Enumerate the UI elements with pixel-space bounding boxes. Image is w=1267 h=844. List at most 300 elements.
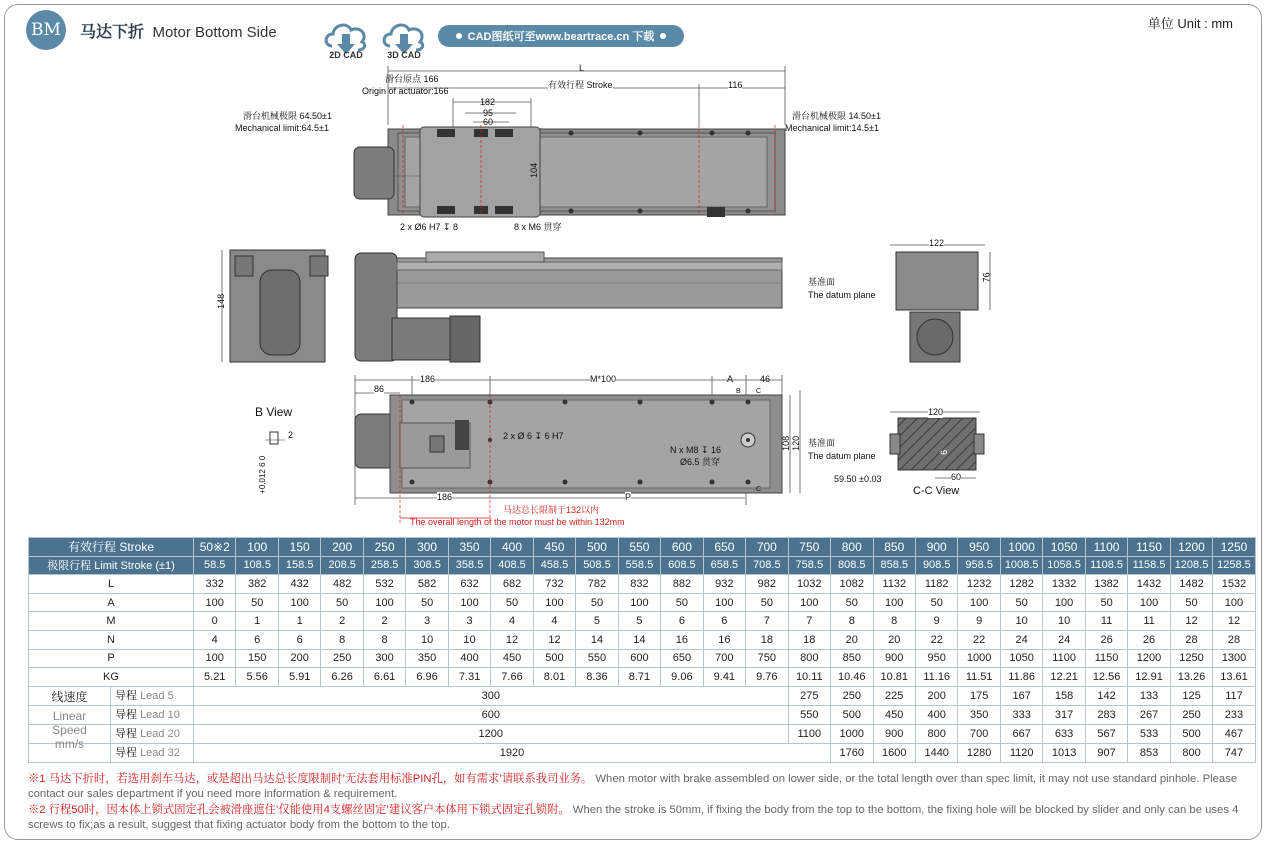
table-cell: 8 xyxy=(873,612,915,631)
stroke-row xyxy=(29,538,1256,557)
limit-cell: 308.5 xyxy=(406,556,448,575)
section-C-top: C xyxy=(756,388,762,395)
table-cell: 50 xyxy=(831,593,873,612)
table-cell: 1300 xyxy=(1213,649,1255,668)
table-cell: 16 xyxy=(703,630,745,649)
table-cell: 1200 xyxy=(1128,649,1170,668)
table-cell: 950 xyxy=(915,649,957,668)
stroke-cell: 700 xyxy=(746,538,788,557)
table-cell: 10 xyxy=(1000,612,1042,631)
table-cell: 5.91 xyxy=(278,668,320,687)
table-cell: 13.26 xyxy=(1170,668,1212,687)
dim-122: 122 xyxy=(929,238,945,248)
table-cell: 2 xyxy=(363,612,405,631)
table-cell: 582 xyxy=(406,575,448,594)
speed-cell: 250 xyxy=(831,686,873,705)
table-cell: 10 xyxy=(448,630,490,649)
stroke-cell: 300 xyxy=(406,538,448,557)
limit-cell: 1258.5 xyxy=(1213,556,1255,575)
table-cell: 6 xyxy=(703,612,745,631)
table-cell: 10 xyxy=(406,630,448,649)
stroke-cell: 1000 xyxy=(1000,538,1042,557)
pin-spec: 2 x Ø 6 ↧ 6 H7 xyxy=(503,431,564,441)
stroke-cell: 600 xyxy=(661,538,703,557)
lead-cn: 导程 xyxy=(115,727,137,740)
table-cell: 850 xyxy=(831,649,873,668)
stroke-cell: 900 xyxy=(915,538,957,557)
table-cell: 632 xyxy=(448,575,490,594)
speed-en-1: Linear xyxy=(52,708,87,723)
stroke-label: 有效行程 Stroke xyxy=(29,538,194,557)
limit-cell: 58.5 xyxy=(194,556,236,575)
table-cell: 900 xyxy=(873,649,915,668)
row-label: N xyxy=(29,630,194,649)
speed-cell: 1100 xyxy=(788,724,830,743)
table-cell: 0 xyxy=(194,612,236,631)
limit-cell: 858.5 xyxy=(873,556,915,575)
spec-table xyxy=(28,537,1256,763)
cad-download-text[interactable]: CAD图纸可至www.beartrace.cn 下载 xyxy=(467,31,655,43)
table-cell: 100 xyxy=(194,593,236,612)
table-cell: 482 xyxy=(321,575,363,594)
cc-view-label: C-C View xyxy=(913,485,960,497)
lead-value: Lead 5 xyxy=(140,689,174,702)
speed-cell: 158 xyxy=(1043,686,1085,705)
table-cell: 6.61 xyxy=(363,668,405,687)
speed-cell: 233 xyxy=(1213,705,1255,724)
table-cell: 1232 xyxy=(958,575,1000,594)
dim-120-v: 120 xyxy=(791,435,802,451)
speed-cell: 125 xyxy=(1170,686,1212,705)
limit-cell: 158.5 xyxy=(278,556,320,575)
table-cell: 100 xyxy=(194,649,236,668)
speed-merged: 300 xyxy=(194,686,789,705)
dim-76: 76 xyxy=(981,272,992,283)
table-cell: 1132 xyxy=(873,575,915,594)
table-cell: 1050 xyxy=(1000,649,1042,668)
table-cell: 700 xyxy=(703,649,745,668)
title-cn: 马达下折 xyxy=(80,24,145,41)
table-cell: 10 xyxy=(1043,612,1085,631)
table-cell: 10.11 xyxy=(788,668,830,687)
speed-cell: 275 xyxy=(788,686,830,705)
table-cell: 100 xyxy=(958,593,1000,612)
stroke-cell: 650 xyxy=(703,538,745,557)
cc-dim-6: 6 xyxy=(939,449,950,455)
stroke-cell: 750 xyxy=(788,538,830,557)
datum-cn: 基准面 xyxy=(808,277,836,287)
table-cell: 1 xyxy=(278,612,320,631)
m8-spec: N x M8 ↧ 16 xyxy=(670,445,722,455)
speed-cell: 800 xyxy=(915,724,957,743)
table-cell: 6 xyxy=(278,630,320,649)
stroke-cell: 350 xyxy=(448,538,490,557)
table-cell: 50 xyxy=(1000,593,1042,612)
table-cell: 100 xyxy=(533,593,575,612)
table-cell: 50 xyxy=(236,593,278,612)
dim-104: 104 xyxy=(529,162,540,178)
table-cell: 7 xyxy=(788,612,830,631)
limit-cell: 1108.5 xyxy=(1085,556,1127,575)
limit-cell: 108.5 xyxy=(236,556,278,575)
limit-cell: 258.5 xyxy=(363,556,405,575)
table-cell: 7 xyxy=(746,612,788,631)
mech-right-en: Mechanical limit:14.5±1 xyxy=(785,123,879,133)
dim-186-bottom: 186 xyxy=(437,492,453,502)
mech-right-cn: 滑台机械极限 14.50±1 xyxy=(792,111,881,121)
table-cell: 6 xyxy=(236,630,278,649)
mech-left-en: Mechanical limit:64.5±1 xyxy=(235,123,329,133)
table-cell: 20 xyxy=(873,630,915,649)
table-cell: 14 xyxy=(576,630,618,649)
limit-cell: 558.5 xyxy=(618,556,660,575)
table-cell: 100 xyxy=(278,593,320,612)
table-cell: 332 xyxy=(194,575,236,594)
table-cell: 12 xyxy=(1170,612,1212,631)
table-cell: 9 xyxy=(958,612,1000,631)
speed-merged: 1200 xyxy=(194,724,789,743)
limit-row xyxy=(29,556,1256,575)
limit-cell: 1058.5 xyxy=(1043,556,1085,575)
speed-merged: 1920 xyxy=(194,743,831,762)
table-cell: 100 xyxy=(703,593,745,612)
table-cell: 1150 xyxy=(1085,649,1127,668)
speed-cell: 1600 xyxy=(873,743,915,762)
table-cell: 100 xyxy=(363,593,405,612)
table-cell: 350 xyxy=(406,649,448,668)
speed-cell: 117 xyxy=(1213,686,1255,705)
table-cell: 250 xyxy=(321,649,363,668)
table-cell: 12 xyxy=(1213,612,1255,631)
table-row xyxy=(29,593,1256,612)
row-label: A xyxy=(29,593,194,612)
limit-cell: 1008.5 xyxy=(1000,556,1042,575)
speed-cell: 800 xyxy=(1170,743,1212,762)
table-cell: 5 xyxy=(618,612,660,631)
table-cell: 10.46 xyxy=(831,668,873,687)
origin-en: Origin of actuator:166 xyxy=(362,86,449,96)
datum-en: The datum plane xyxy=(808,290,876,300)
table-cell: 28 xyxy=(1213,630,1255,649)
speed-cell: 283 xyxy=(1085,705,1127,724)
speed-header xyxy=(29,687,111,751)
speed-cell: 167 xyxy=(1000,686,1042,705)
table-cell: 3 xyxy=(448,612,490,631)
table-cell: 5 xyxy=(576,612,618,631)
speed-cell: 747 xyxy=(1213,743,1255,762)
speed-cell: 175 xyxy=(958,686,1000,705)
limit-cell: 958.5 xyxy=(958,556,1000,575)
stroke-cell: 1200 xyxy=(1170,538,1212,557)
limit-cell: 458.5 xyxy=(533,556,575,575)
table-cell: 8.01 xyxy=(533,668,575,687)
table-cell: 732 xyxy=(533,575,575,594)
table-cell: 5.56 xyxy=(236,668,278,687)
b-view-label: B View xyxy=(255,405,293,419)
table-cell: 50 xyxy=(576,593,618,612)
table-cell: 550 xyxy=(576,649,618,668)
table-cell: 100 xyxy=(448,593,490,612)
table-cell: 26 xyxy=(1085,630,1127,649)
table-cell: 4 xyxy=(533,612,575,631)
table-cell: 16 xyxy=(661,630,703,649)
table-cell: 100 xyxy=(873,593,915,612)
speed-cell: 907 xyxy=(1085,743,1127,762)
table-cell: 50 xyxy=(915,593,957,612)
speed-cell: 1120 xyxy=(1000,743,1042,762)
table-cell: 1250 xyxy=(1170,649,1212,668)
lead-cn: 导程 xyxy=(115,708,137,721)
table-cell: 24 xyxy=(1043,630,1085,649)
dim-60: 60 xyxy=(483,117,494,127)
table-cell: 1332 xyxy=(1043,575,1085,594)
speed-cell: 1280 xyxy=(958,743,1000,762)
speed-cell: 225 xyxy=(873,686,915,705)
dim-86: 86 xyxy=(374,384,385,394)
table-cell: 9.76 xyxy=(746,668,788,687)
cc-datum-en: The datum plane xyxy=(808,451,876,461)
speed-cell: 700 xyxy=(958,724,1000,743)
table-cell: 6.96 xyxy=(406,668,448,687)
speed-cell: 1440 xyxy=(915,743,957,762)
table-cell: 50 xyxy=(1170,593,1212,612)
table-cell: 50 xyxy=(661,593,703,612)
table-cell: 14 xyxy=(618,630,660,649)
speed-row xyxy=(29,705,1256,724)
table-cell: 150 xyxy=(236,649,278,668)
stroke-cell: 50※2 xyxy=(194,538,236,557)
table-cell: 7.31 xyxy=(448,668,490,687)
speed-cell: 400 xyxy=(915,705,957,724)
dim-m100: M*100 xyxy=(590,374,617,384)
table-cell: 1 xyxy=(236,612,278,631)
speed-cell: 267 xyxy=(1128,705,1170,724)
table-cell: 12.21 xyxy=(1043,668,1085,687)
dim-116: 116 xyxy=(728,80,743,90)
table-cell: 13.61 xyxy=(1213,668,1255,687)
stroke-cell: 200 xyxy=(321,538,363,557)
motor-limit-cn: 马达总长限制于132以内 xyxy=(503,505,600,515)
table-cell: 6 xyxy=(661,612,703,631)
stroke-cell: 850 xyxy=(873,538,915,557)
limit-cell: 1158.5 xyxy=(1128,556,1170,575)
table-cell: 1382 xyxy=(1085,575,1127,594)
table-cell: 782 xyxy=(576,575,618,594)
table-cell: 11 xyxy=(1085,612,1127,631)
mech-left-cn: 滑台机械极限 64.50±1 xyxy=(243,111,332,121)
stroke-cell: 1050 xyxy=(1043,538,1085,557)
limit-cell: 1208.5 xyxy=(1170,556,1212,575)
limit-cell: 408.5 xyxy=(491,556,533,575)
table-cell: 1032 xyxy=(788,575,830,594)
speed-cell: 1760 xyxy=(831,743,873,762)
speed-cell: 667 xyxy=(1000,724,1042,743)
speed-cell: 900 xyxy=(873,724,915,743)
limit-cell: 358.5 xyxy=(448,556,490,575)
row-label: KG xyxy=(29,668,194,687)
stroke-cell: 250 xyxy=(363,538,405,557)
limit-cell: 758.5 xyxy=(788,556,830,575)
cc-dim-60: 60 xyxy=(951,472,962,482)
cc-datum-cn: 基准面 xyxy=(808,438,836,448)
table-cell: 10.81 xyxy=(873,668,915,687)
table-cell: 9 xyxy=(915,612,957,631)
dim-2: 2 xyxy=(288,430,294,440)
speed-cell: 333 xyxy=(1000,705,1042,724)
table-cell: 20 xyxy=(831,630,873,649)
series-badge: BM xyxy=(26,10,66,50)
lead-cn: 导程 xyxy=(115,746,137,759)
limit-cell: 608.5 xyxy=(661,556,703,575)
table-cell: 3 xyxy=(406,612,448,631)
table-row xyxy=(29,668,1256,687)
cad-3d-label[interactable]: 3D CAD xyxy=(387,50,421,60)
lead-value: Lead 32 xyxy=(140,746,180,759)
lead-cn: 导程 xyxy=(115,689,137,702)
stroke-cell: 1250 xyxy=(1213,538,1255,557)
dim-182: 182 xyxy=(480,97,496,107)
table-row xyxy=(29,575,1256,594)
table-cell: 12 xyxy=(533,630,575,649)
cad-2d-label[interactable]: 2D CAD xyxy=(329,50,363,60)
table-cell: 1000 xyxy=(958,649,1000,668)
row-label: P xyxy=(29,649,194,668)
speed-cell: 133 xyxy=(1128,686,1170,705)
limit-cell: 658.5 xyxy=(703,556,745,575)
table-cell: 24 xyxy=(1000,630,1042,649)
table-cell: 1532 xyxy=(1213,575,1255,594)
speed-cell: 1000 xyxy=(831,724,873,743)
lead-value: Lead 10 xyxy=(140,708,180,721)
table-cell: 100 xyxy=(788,593,830,612)
limit-cell: 708.5 xyxy=(746,556,788,575)
speed-unit: mm/s xyxy=(54,736,85,751)
speed-cell: 567 xyxy=(1085,724,1127,743)
table-cell: 450 xyxy=(491,649,533,668)
speed-cell: 853 xyxy=(1128,743,1170,762)
table-cell: 982 xyxy=(746,575,788,594)
table-cell: 882 xyxy=(661,575,703,594)
table-cell: 382 xyxy=(236,575,278,594)
table-cell: 100 xyxy=(1213,593,1255,612)
table-cell: 100 xyxy=(618,593,660,612)
dim-186-top: 186 xyxy=(420,374,436,384)
pin-tolerance: +0.012 6 0 xyxy=(258,455,268,494)
table-cell: 8 xyxy=(363,630,405,649)
speed-cell: 633 xyxy=(1043,724,1085,743)
table-cell: 11.51 xyxy=(958,668,1000,687)
stroke-cell: 550 xyxy=(618,538,660,557)
stroke-cell: 450 xyxy=(533,538,575,557)
table-cell: 11 xyxy=(1128,612,1170,631)
speed-cell: 350 xyxy=(958,705,1000,724)
speed-cell: 500 xyxy=(831,705,873,724)
speed-cell: 450 xyxy=(873,705,915,724)
footnote-1: ※1 马达下折时，若选用刹车马达，或是超出马达总长度限制时’无法套用标准PIN孔，如有需求’请联系我司业务。 When motor with brake assembled on lower side, or the total length over than spec limit, it may not use standard pinhole. Please contact our sales department if you need more information & requirement. xyxy=(28,773,1238,800)
hole65-spec: Ø6.5 贯穿 xyxy=(680,457,721,467)
footnote-2: ※2 行程50时，因本体上锁式固定孔会被滑座遮住’仅能使用4支螺丝固定’建议客户本体用下锁式固定孔锁附。 When the stroke is 50mm, if fixing the body from the top to the bottom, the fixing hole will be blocked by slider and only can be uses 4 screws to fix;as a result, suggest that fixing actuator body from the bottom to the top. xyxy=(28,804,1239,831)
dim-148: 148 xyxy=(216,293,227,309)
speed-cell: 1013 xyxy=(1043,743,1085,762)
table-cell: 1082 xyxy=(831,575,873,594)
table-cell: 1482 xyxy=(1170,575,1212,594)
speed-cell: 550 xyxy=(788,705,830,724)
table-cell: 50 xyxy=(321,593,363,612)
lead-value: Lead 20 xyxy=(140,727,180,740)
table-cell: 22 xyxy=(915,630,957,649)
table-cell: 9.06 xyxy=(661,668,703,687)
speed-merged: 600 xyxy=(194,705,789,724)
footnotes xyxy=(28,772,1258,833)
table-cell: 500 xyxy=(533,649,575,668)
speed-cell: 200 xyxy=(915,686,957,705)
table-cell: 532 xyxy=(363,575,405,594)
speed-cn: 线速度 xyxy=(51,689,88,704)
section-C-bottom: C xyxy=(756,486,762,493)
table-cell: 4 xyxy=(491,612,533,631)
table-cell: 4 xyxy=(194,630,236,649)
table-cell: 682 xyxy=(491,575,533,594)
table-cell: 1182 xyxy=(915,575,957,594)
table-cell: 1100 xyxy=(1043,649,1085,668)
table-row xyxy=(29,630,1256,649)
limit-cell: 808.5 xyxy=(831,556,873,575)
table-cell: 100 xyxy=(1128,593,1170,612)
table-cell: 800 xyxy=(788,649,830,668)
row-label: M xyxy=(29,612,194,631)
cc-dim-120: 120 xyxy=(928,407,944,417)
hole-spec-m6: 8 x M6 贯穿 xyxy=(514,222,562,232)
table-cell: 11.86 xyxy=(1000,668,1042,687)
table-cell: 5.21 xyxy=(194,668,236,687)
section-B: B xyxy=(736,388,741,395)
motor-limit-en: The overall length of the motor must be within 132mm xyxy=(410,517,625,527)
table-cell: 50 xyxy=(746,593,788,612)
speed-cell: 250 xyxy=(1170,705,1212,724)
table-cell: 50 xyxy=(491,593,533,612)
limit-cell: 908.5 xyxy=(915,556,957,575)
dim-95: 95 xyxy=(483,108,494,118)
speed-cell: 142 xyxy=(1085,686,1127,705)
table-cell: 50 xyxy=(406,593,448,612)
stroke-cell: 500 xyxy=(576,538,618,557)
dim-P: P xyxy=(625,492,632,502)
speed-row xyxy=(29,686,1256,705)
table-cell: 7.66 xyxy=(491,668,533,687)
table-cell: 832 xyxy=(618,575,660,594)
speed-cell: 533 xyxy=(1128,724,1170,743)
table-cell: 28 xyxy=(1170,630,1212,649)
table-cell: 432 xyxy=(278,575,320,594)
table-cell: 12.56 xyxy=(1085,668,1127,687)
table-cell: 8.71 xyxy=(618,668,660,687)
table-cell: 12.91 xyxy=(1128,668,1170,687)
table-cell: 750 xyxy=(746,649,788,668)
table-cell: 18 xyxy=(746,630,788,649)
speed-en-2: Speed xyxy=(52,722,87,737)
table-row xyxy=(29,649,1256,668)
table-cell: 11.16 xyxy=(915,668,957,687)
stroke-cell: 1150 xyxy=(1128,538,1170,557)
speed-cell: 317 xyxy=(1043,705,1085,724)
dim-108: 108 xyxy=(781,435,792,451)
table-cell: 18 xyxy=(788,630,830,649)
origin-cn: 滑台原点 166 xyxy=(385,74,439,84)
table-cell: 8.36 xyxy=(576,668,618,687)
stroke-label: 有效行程 Stroke xyxy=(548,80,613,90)
table-cell: 6.26 xyxy=(321,668,363,687)
section-A: A xyxy=(727,374,734,384)
